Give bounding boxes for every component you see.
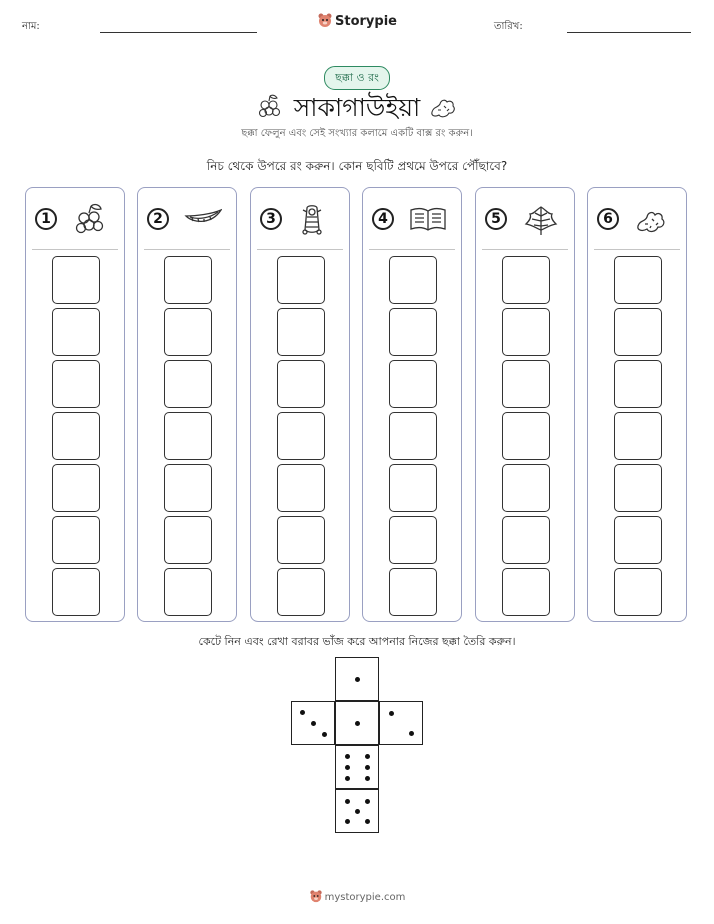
color-box[interactable] xyxy=(614,412,662,460)
color-box[interactable] xyxy=(614,360,662,408)
die-pip xyxy=(365,799,370,804)
die-face-2 xyxy=(379,701,423,745)
color-box[interactable] xyxy=(52,412,100,460)
page-title: সাকাগাউইয়া xyxy=(293,93,421,122)
color-box[interactable] xyxy=(614,568,662,616)
footer xyxy=(0,889,714,903)
column-6 xyxy=(587,187,687,622)
die-face-5 xyxy=(335,789,379,833)
color-box[interactable] xyxy=(502,360,550,408)
color-box[interactable] xyxy=(52,360,100,408)
color-box[interactable] xyxy=(164,568,212,616)
color-box[interactable] xyxy=(277,308,325,356)
die-pip xyxy=(300,710,305,715)
color-box[interactable] xyxy=(502,412,550,460)
color-box[interactable] xyxy=(277,256,325,304)
color-box[interactable] xyxy=(52,516,100,564)
column-5 xyxy=(475,187,575,622)
column-number: 6 xyxy=(597,208,619,230)
color-box[interactable] xyxy=(614,516,662,564)
die-pip xyxy=(409,731,414,736)
column-3 xyxy=(250,187,350,622)
column-divider xyxy=(594,249,680,250)
die-pip xyxy=(365,754,370,759)
color-box[interactable] xyxy=(52,256,100,304)
color-box[interactable] xyxy=(389,412,437,460)
bear-icon xyxy=(309,889,323,903)
die-pip xyxy=(322,732,327,737)
color-box[interactable] xyxy=(52,464,100,512)
color-box[interactable] xyxy=(389,308,437,356)
ginger-decoration-icon xyxy=(428,92,458,122)
color-box[interactable] xyxy=(277,360,325,408)
color-box[interactable] xyxy=(502,308,550,356)
column-divider xyxy=(32,249,118,250)
color-box[interactable] xyxy=(389,464,437,512)
die-pip xyxy=(355,809,360,814)
canoe-icon xyxy=(184,202,222,238)
die-face-3 xyxy=(291,701,335,745)
color-box[interactable] xyxy=(52,308,100,356)
die-pip xyxy=(355,721,360,726)
color-box[interactable] xyxy=(164,256,212,304)
color-box[interactable] xyxy=(502,568,550,616)
color-box[interactable] xyxy=(502,464,550,512)
cut-instruction: কেটে নিন এবং রেখা বরাবর ভাঁজ করে আপনার নিজের ছক্কা তৈরি করুন। xyxy=(198,635,516,648)
column-4 xyxy=(362,187,462,622)
brand-name: Storypie xyxy=(335,14,397,29)
column-number: 3 xyxy=(260,208,282,230)
die-pip xyxy=(311,721,316,726)
column-number: 1 xyxy=(35,208,57,230)
color-box[interactable] xyxy=(164,412,212,460)
date-label: তারিখ: xyxy=(494,21,523,32)
open-book-icon xyxy=(409,202,447,238)
footer-url: mystorypie.com xyxy=(324,892,406,903)
color-box[interactable] xyxy=(277,464,325,512)
column-2 xyxy=(137,187,237,622)
color-box[interactable] xyxy=(502,256,550,304)
name-label: নাম: xyxy=(22,21,40,32)
column-number: 4 xyxy=(372,208,394,230)
berries-icon xyxy=(72,202,110,238)
instruction: নিচ থেকে উপরে রং করুন। কোন ছবিটি প্রথমে উপরে পৌঁছাবে? xyxy=(206,159,508,173)
color-box[interactable] xyxy=(614,464,662,512)
column-number: 5 xyxy=(485,208,507,230)
color-box[interactable] xyxy=(164,464,212,512)
bear-icon xyxy=(317,12,333,28)
color-box[interactable] xyxy=(277,516,325,564)
color-box[interactable] xyxy=(164,360,212,408)
color-box[interactable] xyxy=(614,308,662,356)
color-box[interactable] xyxy=(389,516,437,564)
color-box[interactable] xyxy=(277,412,325,460)
color-box[interactable] xyxy=(277,568,325,616)
column-1 xyxy=(25,187,125,622)
color-box[interactable] xyxy=(164,308,212,356)
column-divider xyxy=(257,249,343,250)
die-pip xyxy=(365,819,370,824)
game-tag: ছক্কা ও রং xyxy=(324,66,390,90)
column-divider xyxy=(144,249,230,250)
color-box[interactable] xyxy=(52,568,100,616)
leaf-icon xyxy=(522,202,560,238)
color-box[interactable] xyxy=(614,256,662,304)
die-face-1 xyxy=(335,657,379,701)
color-box[interactable] xyxy=(502,516,550,564)
date-line[interactable] xyxy=(567,32,691,33)
die-pip xyxy=(345,765,350,770)
die-pip xyxy=(365,776,370,781)
brand-logo xyxy=(0,12,714,29)
die-face-1 xyxy=(335,701,379,745)
die-pip xyxy=(345,819,350,824)
subtitle: ছক্কা ফেলুন এবং সেই সংখ্যার কলামে একটি বাক্স রং করুন। xyxy=(241,128,473,139)
column-divider xyxy=(369,249,455,250)
color-box[interactable] xyxy=(164,516,212,564)
color-box[interactable] xyxy=(389,568,437,616)
die-pip xyxy=(365,765,370,770)
die-pip xyxy=(345,754,350,759)
column-divider xyxy=(482,249,568,250)
name-line[interactable] xyxy=(100,32,257,33)
die-pip xyxy=(345,799,350,804)
die-face-6 xyxy=(335,745,379,789)
die-pip xyxy=(389,711,394,716)
color-box[interactable] xyxy=(389,256,437,304)
color-box[interactable] xyxy=(389,360,437,408)
ginger-root-icon xyxy=(634,202,672,238)
column-number: 2 xyxy=(147,208,169,230)
baby-carrier-icon xyxy=(297,202,335,238)
die-pip xyxy=(345,776,350,781)
die-pip xyxy=(355,677,360,682)
